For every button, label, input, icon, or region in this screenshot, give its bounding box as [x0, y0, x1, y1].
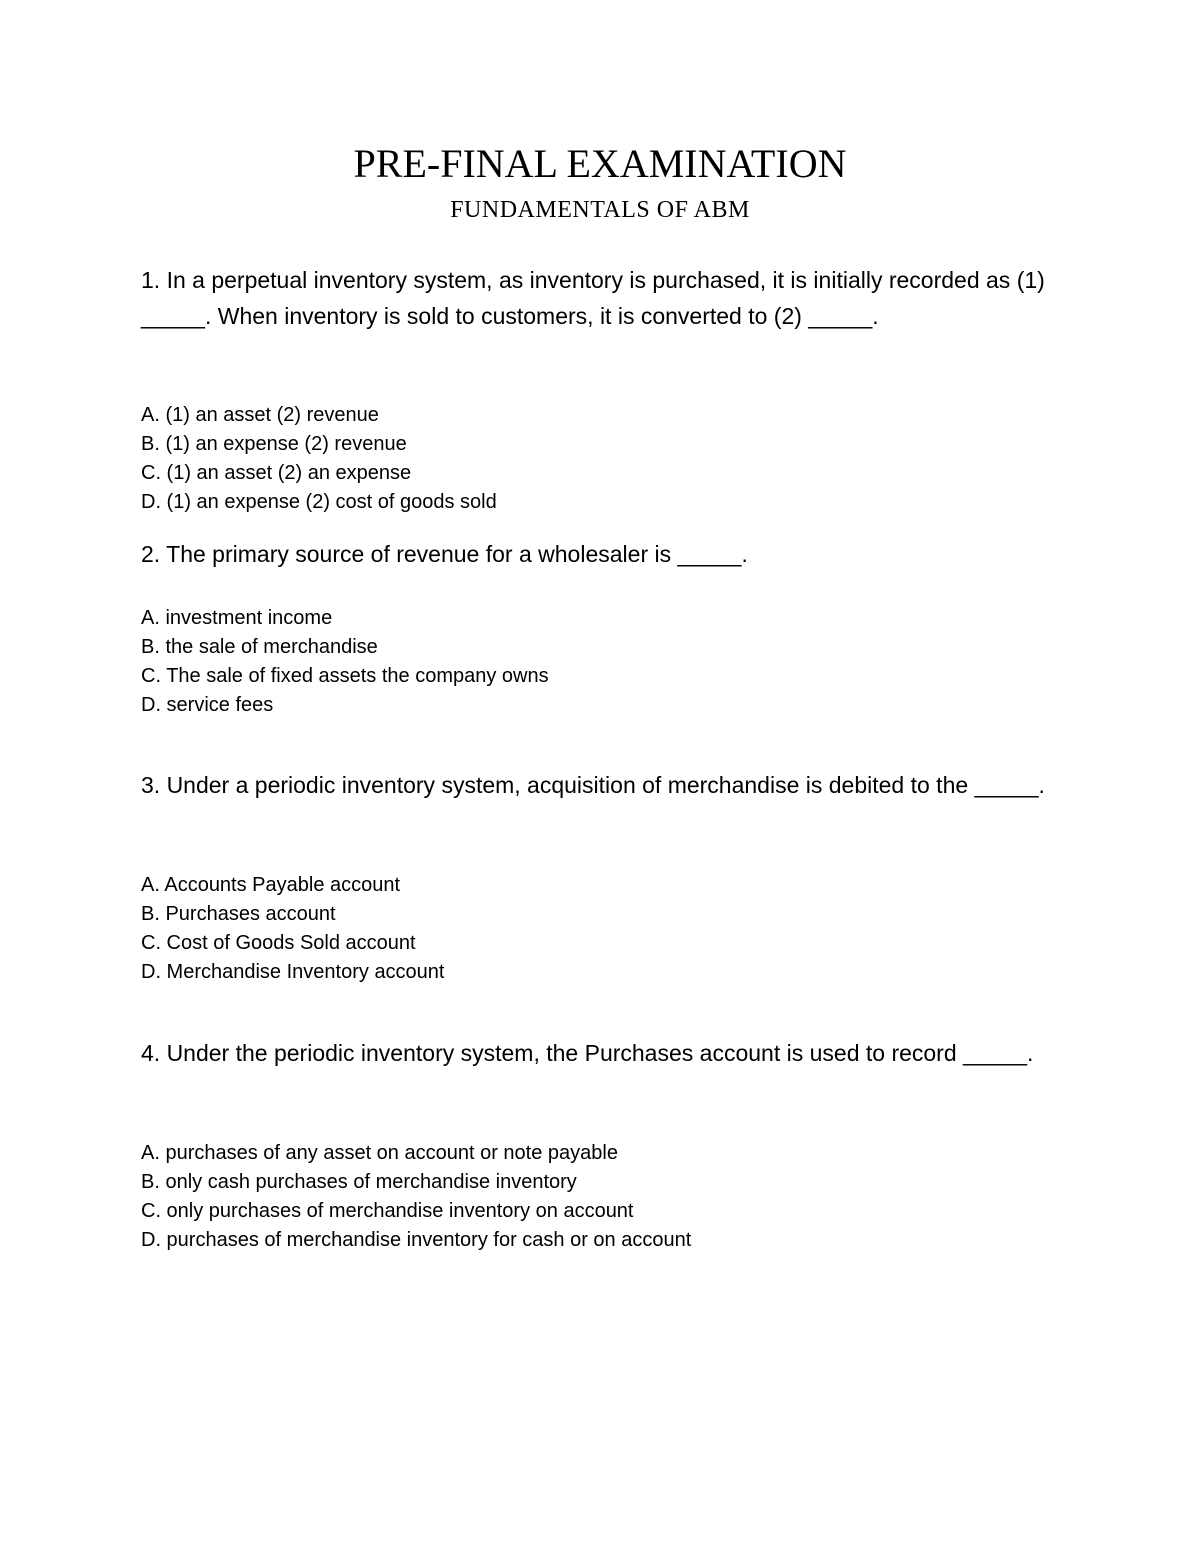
- question-2-option-a: A. investment income: [141, 607, 333, 629]
- question-1-option-c: C. (1) an asset (2) an expense: [141, 462, 412, 484]
- question-3-option-a: A. Accounts Payable account: [141, 874, 401, 896]
- question-4-options: [141, 1139, 1041, 1255]
- question-3-option-d: D. Merchandise Inventory account: [141, 961, 445, 983]
- question-4-text: 4. Under the periodic inventory system, the Purchases account is used to record _____.: [141, 1040, 1034, 1066]
- question-3-text: 3. Under a periodic inventory system, acquisition of merchandise is debited to the _____.: [141, 772, 1045, 798]
- question-1-text: 1. In a perpetual inventory system, as inventory is purchased, it is initially recorded as (1) _____. When inventory is sold to customers, it is converted to (2) _____.: [141, 267, 1045, 329]
- question-4-option-a: A. purchases of any asset on account or note payable: [141, 1142, 618, 1164]
- question-3-option-b: B. Purchases account: [141, 903, 336, 925]
- question-1-option-b: B. (1) an expense (2) revenue: [141, 433, 407, 455]
- page-subtitle: FUNDAMENTALS OF ABM: [450, 197, 750, 223]
- question-1-option-d: D. (1) an expense (2) cost of goods sold: [141, 491, 497, 513]
- question-2-option-b: B. the sale of merchandise: [141, 636, 378, 658]
- question-2-text: 2. The primary source of revenue for a wholesaler is _____.: [141, 541, 748, 567]
- question-2-options: [141, 604, 1041, 720]
- question-4-option-c: C. only purchases of merchandise inventory on account: [141, 1200, 634, 1222]
- question-4-option-b: B. only cash purchases of merchandise inventory: [141, 1171, 577, 1193]
- question-3-options: [141, 871, 1041, 987]
- question-4-option-d: D. purchases of merchandise inventory for cash or on account: [141, 1229, 692, 1251]
- page-title: PRE-FINAL EXAMINATION: [353, 141, 847, 186]
- question-2-option-c: C. The sale of fixed assets the company owns: [141, 665, 549, 687]
- question-3-option-c: C. Cost of Goods Sold account: [141, 932, 416, 954]
- question-1-option-a: A. (1) an asset (2) revenue: [141, 404, 379, 426]
- question-1-options: [141, 401, 1041, 517]
- question-2-option-d: D. service fees: [141, 694, 274, 716]
